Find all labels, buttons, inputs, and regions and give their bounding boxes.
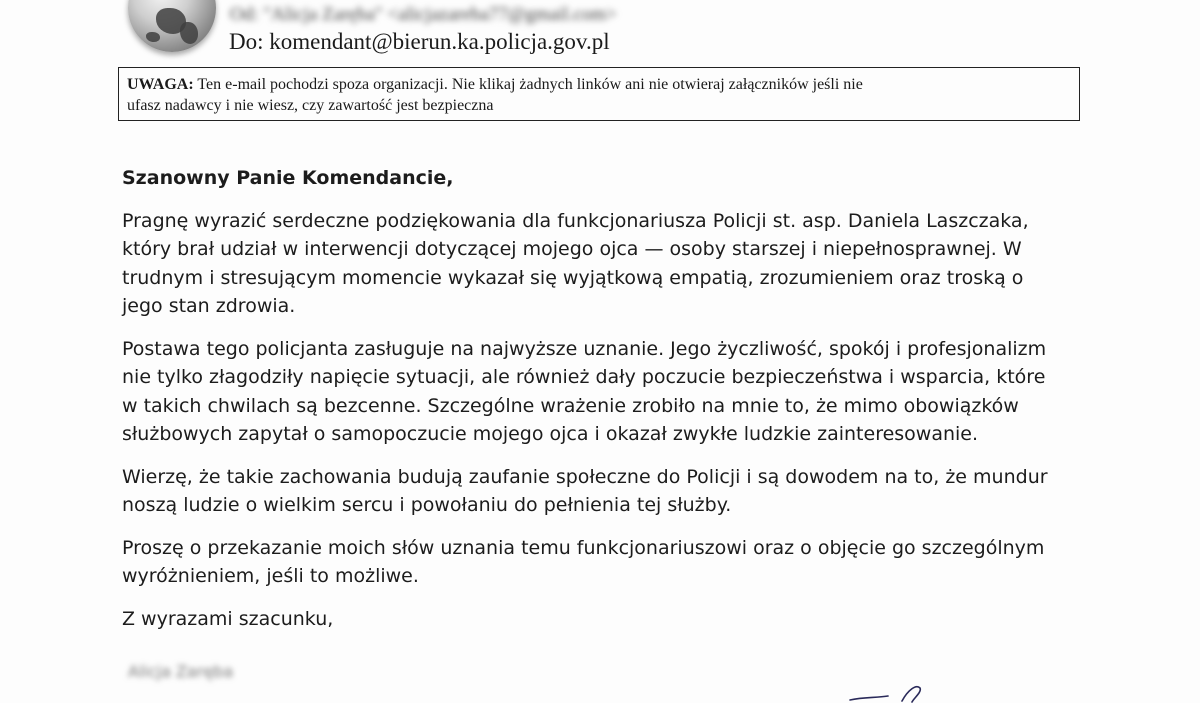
letter-body xyxy=(122,164,1087,647)
paragraph-line: w takich chwilach są bezcenne. Szczególne wrażenie zrobiło na mnie to, że mimo obowiązków xyxy=(122,394,1019,417)
letter-greeting: Szanowny Panie Komendancie, xyxy=(122,167,454,189)
sender-line: Od: "Alicja Zaręba" <alicjazareba77@gmail.com> xyxy=(230,4,617,25)
globe-icon xyxy=(128,0,216,52)
paragraph-line: Wierzę, że takie zachowania budują zaufanie społeczne do Policji i są dowodem na to, że mundur xyxy=(122,465,1048,488)
letter-paragraph-4 xyxy=(122,534,1087,591)
paragraph-line: jego stan zdrowia. xyxy=(122,295,296,317)
warning-text-line1: Ten e-mail pochodzi spoza organizacji. Nie klikaj żadnych linków ani nie otwieraj załączników jeśli nie xyxy=(193,76,863,93)
paragraph-line: noszą ludzie o wielkim sercu i powołaniu do pełnienia tej służby. xyxy=(122,494,732,516)
letter-paragraph-2 xyxy=(122,335,1087,449)
paragraph-line: trudnym i stresującym momencie wykazał się wyjątkową empatią, zrozumieniem oraz troską o xyxy=(122,266,1024,289)
signature-name: Alicja Zaręba xyxy=(128,662,234,681)
external-email-warning xyxy=(118,67,1080,121)
handwritten-signature-icon xyxy=(846,680,936,703)
paragraph-line: służbowych zapytał o samopoczucie mojego ojca i okazał zwykłe ludzkie zainteresowanie. xyxy=(122,423,979,445)
recipient-line: Do: komendant@bierun.ka.policja.gov.pl xyxy=(229,29,610,54)
warning-text-line2: ufasz nadawcy i nie wiesz, czy zawartość jest bezpieczna xyxy=(127,97,494,114)
paragraph-line: wyróżnieniem, jeśli to możliwe. xyxy=(122,565,419,587)
paragraph-line: Proszę o przekazanie moich słów uznania temu funkcjonariuszowi oraz o objęcie go szczególnym xyxy=(122,536,1045,559)
paragraph-line: Pragnę wyrazić serdeczne podziękowania dla funkcjonariusza Policji st. asp. Daniela Laszczaka, xyxy=(122,209,1029,232)
paragraph-line: Postawa tego policjanta zasługuje na najwyższe uznanie. Jego życzliwość, spokój i profesjonalizm xyxy=(122,337,1047,360)
letter-paragraph-3 xyxy=(122,463,1087,520)
letter-closing: Z wyrazami szacunku, xyxy=(122,607,334,630)
paragraph-line: który brał udział w interwencji dotyczącej mojego ojca — osoby starszej i niepełnosprawnej. W xyxy=(122,238,1022,260)
warning-label: UWAGA: xyxy=(127,76,194,93)
letter-paragraph-1 xyxy=(122,207,1087,321)
paragraph-line: nie tylko złagodziły napięcie sytuacji, ale również dały poczucie bezpieczeństwa i wsparcia, które xyxy=(122,366,1046,388)
